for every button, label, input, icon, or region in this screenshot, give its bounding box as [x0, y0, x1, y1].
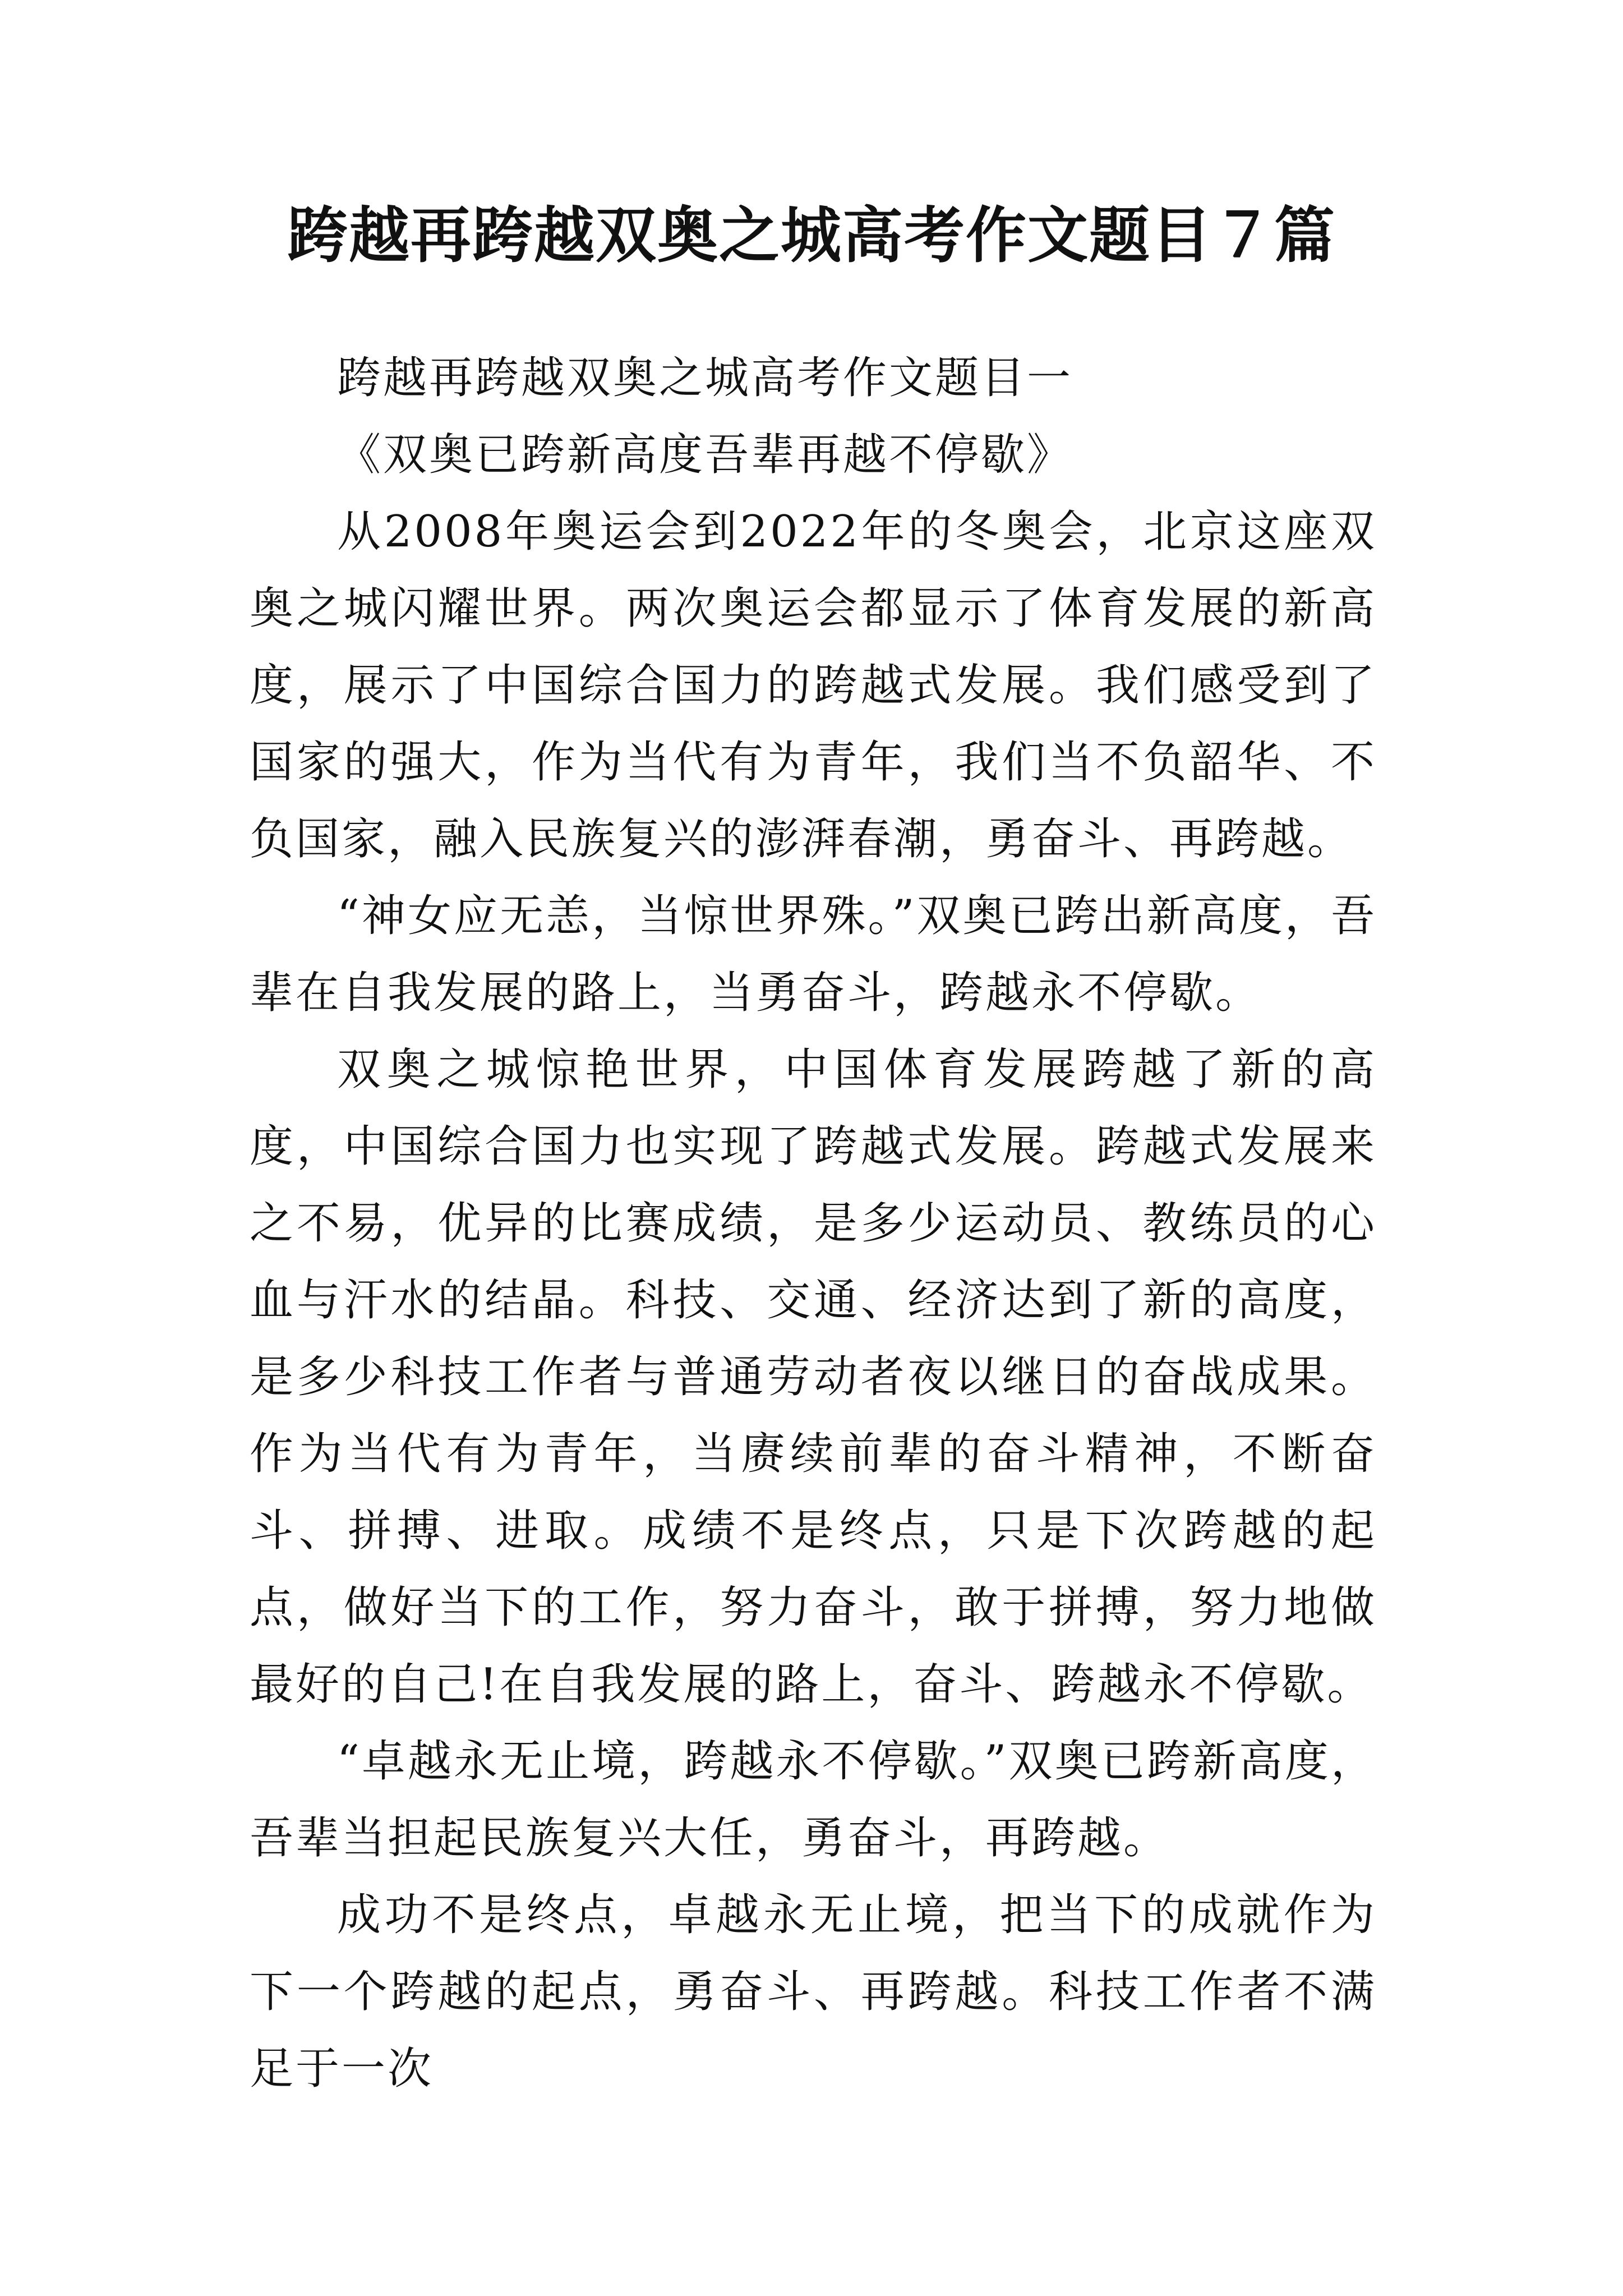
paragraph: 成功不是终点，卓越永无止境，把当下的成就作为下一个跨越的起点，勇奋斗、再跨越。科技工作者不满足于一次 [250, 1890, 1377, 2094]
paragraph: 从2008年奥运会到2022年的冬奥会，北京这座双奥之城闪耀世界。两次奥运会都显示了体育发展的新高度，展示了中国综合国力的跨越式发展。我们感受到了国家的强大，作为当代有为青年，我们当不负韶华、不负国家，融入民族复兴的澎湃春潮，勇奋斗、再跨越。 [250, 507, 1377, 864]
document-title: 跨越再跨越双奥之城高考作文题目７篇 [287, 200, 1336, 271]
section-heading: 跨越再跨越双奥之城高考作文题目一 [337, 353, 1073, 403]
essay-title: 《双奥已跨新高度吾辈再越不停歇》 [337, 430, 1073, 480]
paragraph: “神女应无恙，当惊世界殊。”双奥已跨出新高度，吾辈在自我发展的路上，当勇奋斗，跨越永不停歇。 [250, 891, 1377, 1018]
paragraph: “卓越永无止境，跨越永不停歇。”双奥已跨新高度，吾辈当担起民族复兴大任，勇奋斗，再跨越。 [250, 1736, 1377, 1864]
document-body [250, 340, 1377, 2108]
paragraph: 双奥之城惊艳世界，中国体育发展跨越了新的高度，中国综合国力也实现了跨越式发展。跨越式发展来之不易，优异的比赛成绩，是多少运动员、教练员的心血与汗水的结晶。科技、交通、经济达到了新的高度，是多少科技工作者与普通劳动者夜以继日的奋战成果。作为当代有为青年，当赓续前辈的奋斗精神，不断奋斗、拼搏、进取。成绩不是终点，只是下次跨越的起点，做好当下的工作，努力奋斗，敢于拼搏，努力地做最好的自己!在自我发展的路上，奋斗、跨越永不停歇。 [250, 1045, 1377, 1710]
